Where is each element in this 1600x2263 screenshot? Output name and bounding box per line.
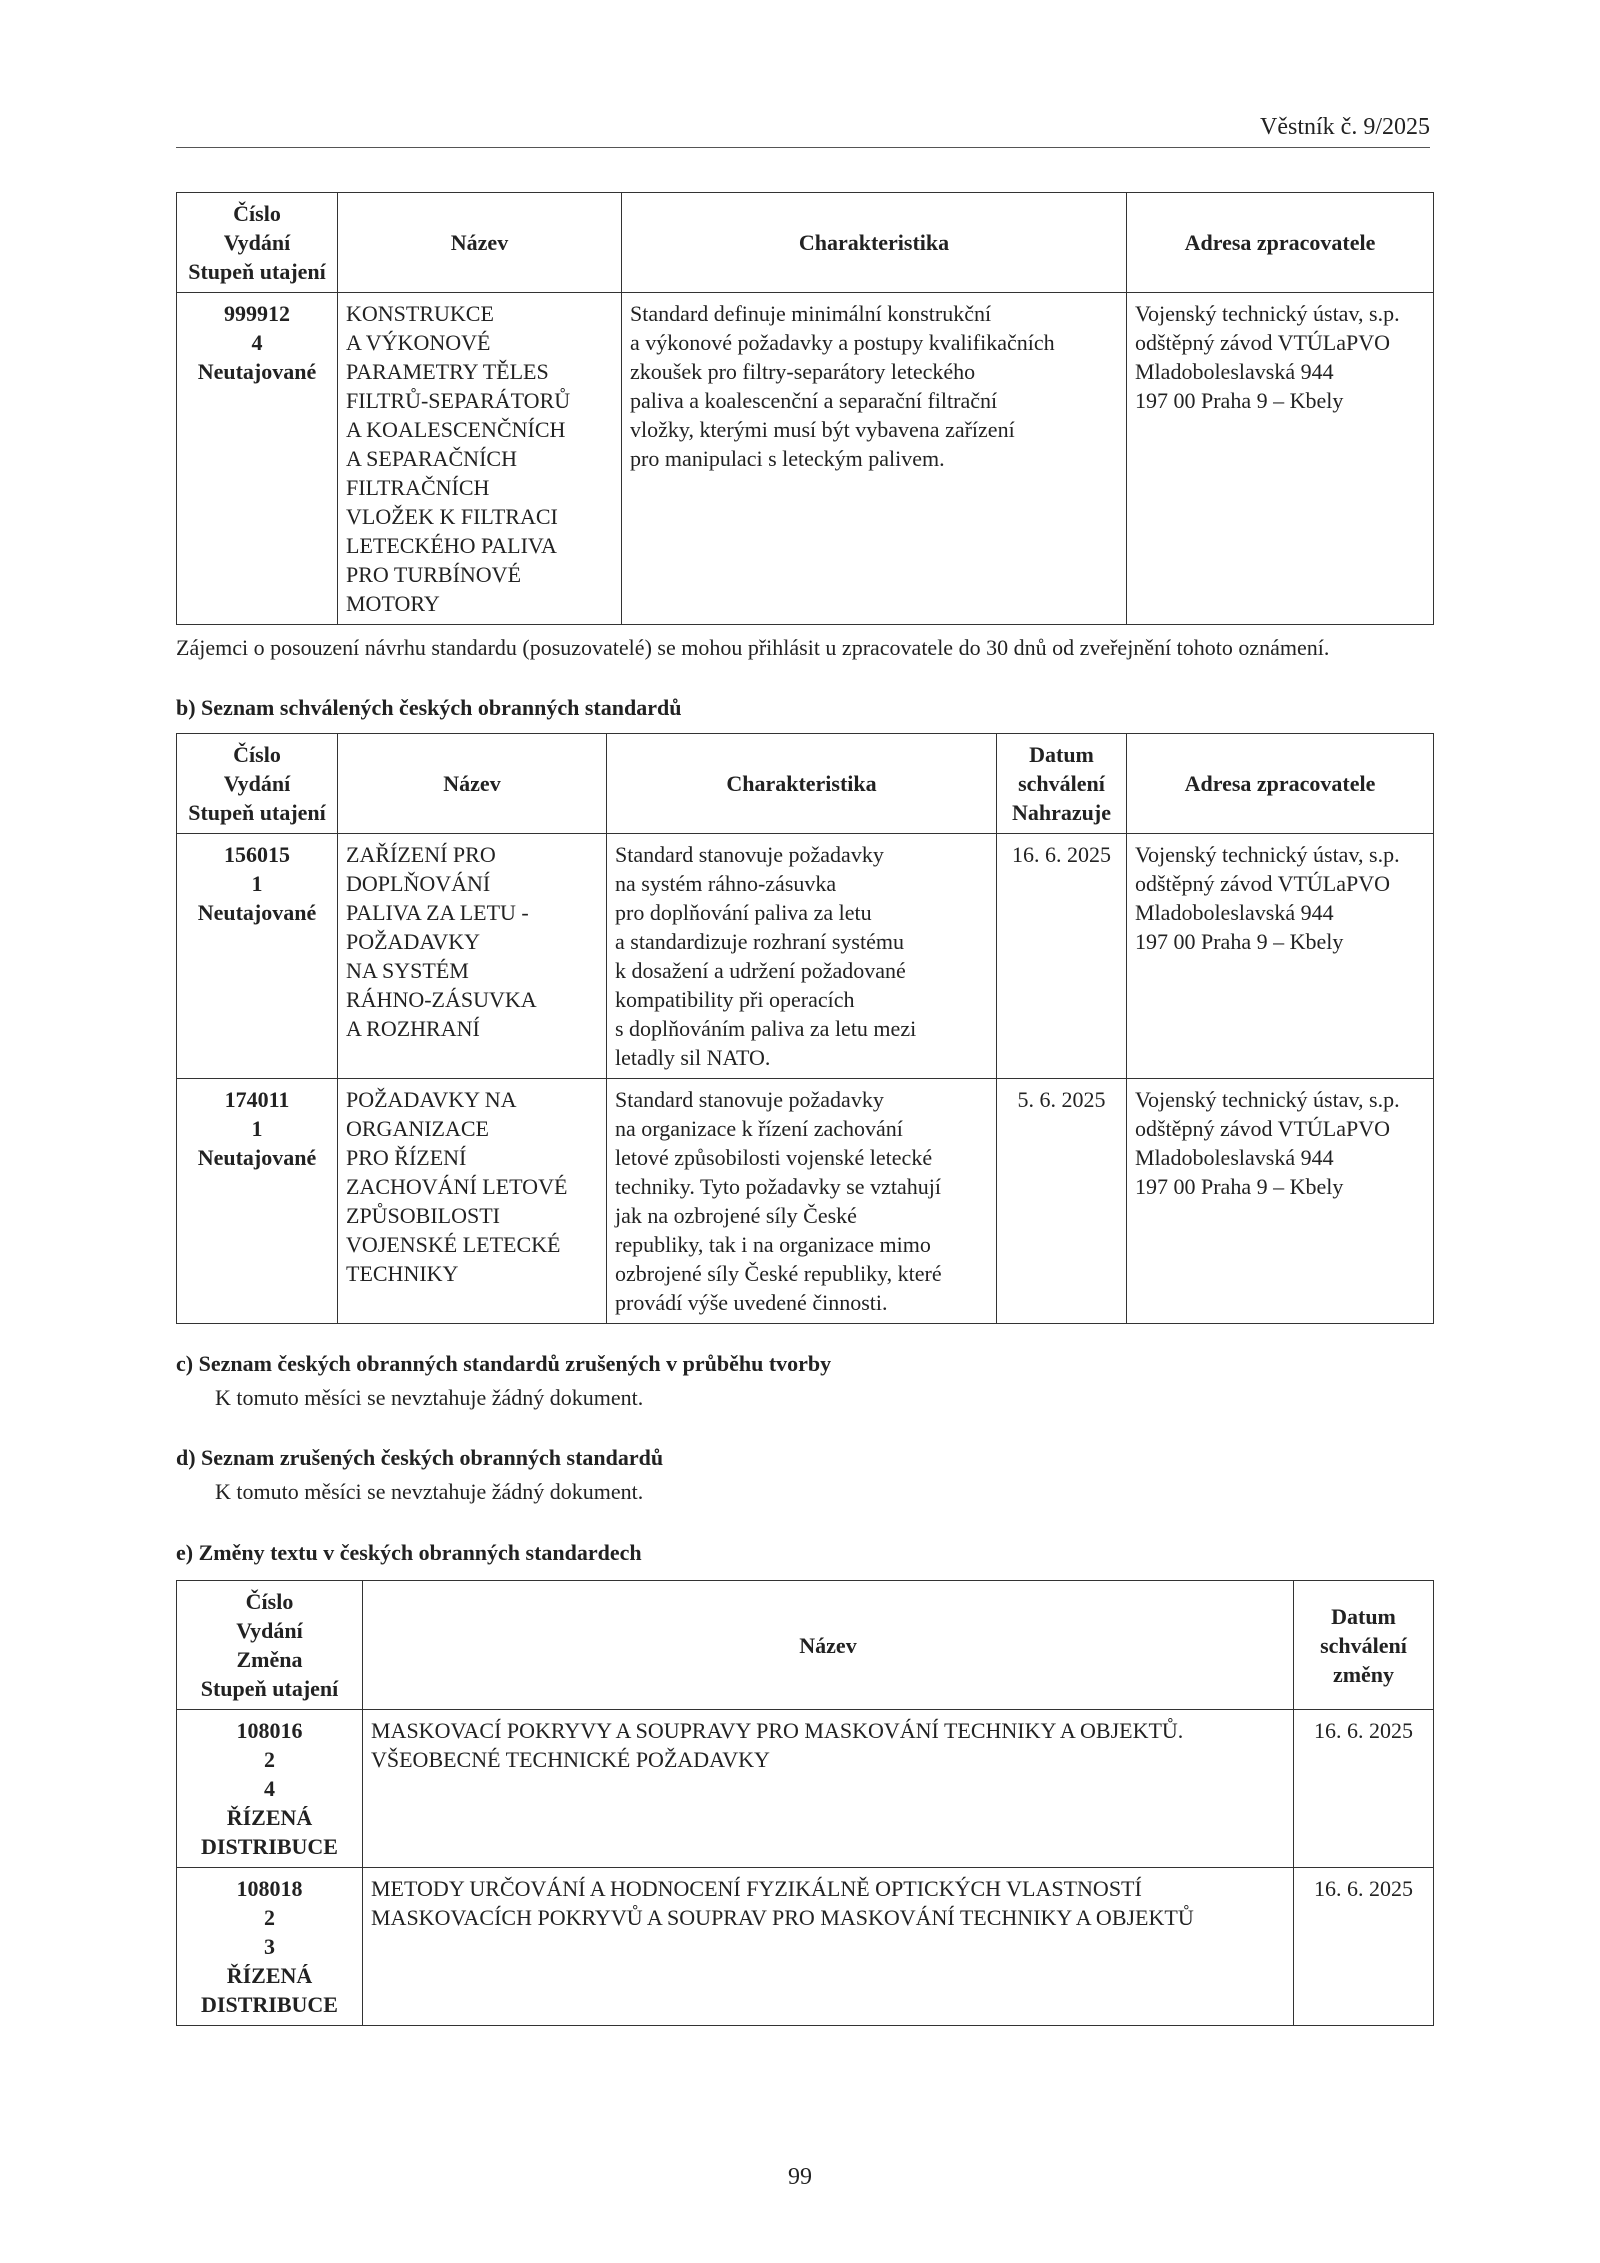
classification: ŘÍZENÁ (226, 1963, 313, 1988)
change-number: 4 (264, 1776, 275, 1801)
col-header-change-date (1294, 1581, 1434, 1710)
standard-name-cell (338, 1079, 607, 1324)
characteristic-line: provádí výše uvedené činnosti. (615, 1290, 888, 1315)
header-line: Stupeň utajení (188, 800, 326, 825)
standard-id-cell (177, 1710, 363, 1868)
address-line: Mladoboleslavská 944 (1135, 900, 1334, 925)
characteristic-line: k dosažení a udržení požadované (615, 958, 906, 983)
characteristic-line: letadly sil NATO. (615, 1045, 771, 1070)
name-line: A ROZHRANÍ (346, 1016, 480, 1041)
characteristic-line: s doplňováním paliva za letu mezi (615, 1016, 917, 1041)
header-rule (176, 147, 1430, 148)
name-line: A VÝKONOVÉ (346, 330, 491, 355)
col-header-id (177, 1581, 363, 1710)
characteristic-cell (622, 293, 1127, 625)
journal-title: Věstník č. 9/2025 (1260, 114, 1430, 140)
section-c-heading: c) Seznam českých obranných standardů zrušených v průběhu tvorby (176, 1351, 832, 1376)
classification: ŘÍZENÁ (226, 1805, 313, 1830)
standard-name-cell (363, 1868, 1294, 2026)
standard-edition: 2 (264, 1905, 275, 1930)
characteristic-line: pro doplňování paliva za letu (615, 900, 872, 925)
name-line: MOTORY (346, 591, 440, 616)
standard-id-cell (177, 293, 338, 625)
section-d-heading: d) Seznam zrušených českých obranných standardů (176, 1445, 664, 1470)
name-line: PARAMETRY TĚLES (346, 359, 549, 384)
characteristic-line: paliva a koalescenční a separační filtrační (630, 388, 998, 413)
address-line: 197 00 Praha 9 – Kbely (1135, 1174, 1344, 1199)
table-row (177, 1710, 1434, 1868)
table-header-row (177, 193, 1434, 293)
name-line: FILTRAČNÍCH (346, 475, 490, 500)
characteristic-cell (607, 834, 997, 1079)
change-date-cell: 16. 6. 2025 (1294, 1868, 1434, 2026)
col-header-address: Adresa zpracovatele (1127, 193, 1434, 293)
header-line: Datum (1029, 742, 1094, 767)
table-row (177, 293, 1434, 625)
standard-edition: 4 (251, 330, 263, 355)
address-line: odštěpný závod VTÚLaPVO (1135, 871, 1390, 896)
address-line: Mladoboleslavská 944 (1135, 359, 1334, 384)
characteristic-line: Standard definuje minimální konstrukční (630, 301, 992, 326)
characteristic-line: kompatibility při operacích (615, 987, 855, 1012)
name-line: A SEPARAČNÍCH (346, 446, 517, 471)
classification: Neutajované (197, 359, 317, 384)
standard-changes-table (176, 1580, 1434, 2026)
name-line: KONSTRUKCE (346, 301, 494, 326)
name-line: METODY URČOVÁNÍ A HODNOCENÍ FYZIKÁLNĚ OPTICKÝCH VLASTNOSTÍ (371, 1876, 1142, 1901)
name-line: ZAŘÍZENÍ PRO (346, 842, 496, 867)
name-line: ZPŮSOBILOSTI (346, 1203, 501, 1228)
standard-edition: 1 (251, 1116, 263, 1141)
header-line: schválení (1018, 771, 1105, 796)
characteristic-cell (607, 1079, 997, 1324)
characteristic-line: na systém ráhno-zásuvka (615, 871, 837, 896)
standard-edition: 2 (264, 1747, 275, 1772)
standard-number: 108018 (236, 1876, 303, 1901)
standard-name-cell (338, 834, 607, 1079)
name-line: ZACHOVÁNÍ LETOVÉ (346, 1174, 568, 1199)
address-line: Vojenský technický ústav, s.p. (1135, 301, 1400, 326)
address-cell (1127, 293, 1434, 625)
draft-standards-table (176, 192, 1434, 625)
classification: DISTRIBUCE (201, 1992, 338, 2017)
characteristic-line: a výkonové požadavky a postupy kvalifikačních (630, 330, 1055, 355)
header-line: Číslo (233, 201, 281, 226)
section-d-text: K tomuto měsíci se nevztahuje žádný dokument. (215, 1479, 644, 1504)
standard-id-cell (177, 834, 338, 1079)
characteristic-line: na organizace k řízení zachování (615, 1116, 903, 1141)
table-header-row (177, 1581, 1434, 1710)
table-header-row (177, 734, 1434, 834)
name-line: FILTRŮ-SEPARÁTORŮ (346, 388, 571, 413)
header-line: Vydání (223, 230, 291, 255)
standard-id-cell (177, 1079, 338, 1324)
standard-name-cell (338, 293, 622, 625)
header-line: schválení (1320, 1632, 1407, 1658)
characteristic-line: ozbrojené síly České republiky, které (615, 1261, 942, 1286)
name-line: POŽADAVKY NA (346, 1087, 517, 1112)
characteristic-line: zkoušek pro filtry-separátory leteckého (630, 359, 976, 384)
standard-id-cell (177, 1868, 363, 2026)
col-header-name: Název (338, 193, 622, 293)
characteristic-line: pro manipulaci s leteckým palivem. (630, 446, 945, 471)
name-line: MASKOVACÍ POKRYVY A SOUPRAVY PRO MASKOVÁNÍ TECHNIKY A OBJEKTŮ. (371, 1718, 1184, 1743)
header-line: Vydání (236, 1618, 303, 1643)
section-c-text: K tomuto měsíci se nevztahuje žádný dokument. (215, 1385, 644, 1410)
name-line: A KOALESCENČNÍCH (346, 417, 566, 442)
name-line: VŠEOBECNÉ TECHNICKÉ POŽADAVKY (371, 1747, 770, 1772)
standard-number: 174011 (224, 1087, 290, 1112)
col-header-name: Název (338, 734, 607, 834)
address-line: Vojenský technický ústav, s.p. (1135, 842, 1400, 867)
col-header-characteristic: Charakteristika (622, 193, 1127, 293)
name-line: VOJENSKÉ LETECKÉ (346, 1232, 561, 1257)
name-line: PALIVA ZA LETU - (346, 900, 529, 925)
col-header-id (177, 193, 338, 293)
characteristic-line: techniky. Tyto požadavky se vztahují (615, 1174, 941, 1199)
characteristic-line: Standard stanovuje požadavky (615, 1087, 884, 1112)
table-row (177, 1868, 1434, 2026)
col-header-date (997, 734, 1127, 834)
classification: Neutajované (197, 900, 317, 925)
characteristic-line: a standardizuje rozhraní systému (615, 929, 904, 954)
header-line: Nahrazuje (1012, 800, 1111, 825)
name-line: PRO TURBÍNOVÉ (346, 562, 522, 587)
table-row (177, 1079, 1434, 1324)
table-row (177, 834, 1434, 1079)
name-line: POŽADAVKY (346, 929, 481, 954)
name-line: PRO ŘÍZENÍ (346, 1145, 467, 1170)
header-line: změny (1332, 1661, 1395, 1687)
header-line: Vydání (223, 771, 291, 796)
name-line: LETECKÉHO PALIVA (346, 533, 557, 558)
header-line: Číslo (233, 742, 281, 767)
change-date-cell: 16. 6. 2025 (1294, 1710, 1434, 1868)
address-line: 197 00 Praha 9 – Kbely (1135, 388, 1344, 413)
name-line: RÁHNO-ZÁSUVKA (346, 987, 537, 1012)
address-line: Mladoboleslavská 944 (1135, 1145, 1334, 1170)
col-header-name: Název (363, 1581, 1294, 1710)
characteristic-line: jak na ozbrojené síly České (615, 1203, 857, 1228)
classification: Neutajované (197, 1145, 317, 1170)
address-line: 197 00 Praha 9 – Kbely (1135, 929, 1344, 954)
approved-standards-table (176, 733, 1434, 1324)
characteristic-line: letové způsobilosti vojenské letecké (615, 1145, 933, 1170)
address-line: odštěpný závod VTÚLaPVO (1135, 1116, 1390, 1141)
approval-date-cell: 16. 6. 2025 (997, 834, 1127, 1079)
header-line: Stupeň utajení (188, 259, 326, 284)
header-line: Datum (1331, 1603, 1396, 1629)
characteristic-line: Standard stanovuje požadavky (615, 842, 884, 867)
name-line: ORGANIZACE (346, 1116, 489, 1141)
section-b-heading: b) Seznam schválených českých obranných standardů (176, 695, 682, 720)
name-line: DOPLŇOVÁNÍ (346, 871, 491, 896)
col-header-address: Adresa zpracovatele (1127, 734, 1434, 834)
standard-number: 156015 (224, 842, 290, 867)
standard-number: 108016 (236, 1718, 303, 1743)
characteristic-line: republiky, tak i na organizace mimo (615, 1232, 931, 1257)
header-line: Stupeň utajení (200, 1676, 339, 1701)
col-header-id (177, 734, 338, 834)
standard-edition: 1 (251, 871, 263, 896)
address-line: Vojenský technický ústav, s.p. (1135, 1087, 1400, 1112)
section-e-heading: e) Změny textu v českých obranných standardech (176, 1540, 642, 1565)
header-line: Změna (236, 1647, 303, 1672)
reviewer-note: Zájemci o posouzení návrhu standardu (posuzovatelé) se mohou přihlásit u zpracovatele do 30 dnů od zveřejnění tohoto oznámení. (176, 635, 1330, 660)
header-line: Číslo (245, 1589, 294, 1614)
name-line: TECHNIKY (346, 1261, 459, 1286)
classification: DISTRIBUCE (201, 1834, 338, 1859)
address-cell (1127, 834, 1434, 1079)
name-line: NA SYSTÉM (346, 958, 469, 983)
standard-number: 999912 (224, 301, 290, 326)
page-number: 99 (788, 2164, 812, 2190)
characteristic-line: vložky, kterými musí být vybavena zařízení (630, 417, 1015, 442)
name-line: MASKOVACÍCH POKRYVŮ A SOUPRAV PRO MASKOVÁNÍ TECHNIKY A OBJEKTŮ (371, 1905, 1194, 1930)
col-header-characteristic: Charakteristika (607, 734, 997, 834)
name-line: VLOŽEK K FILTRACI (346, 504, 558, 529)
change-number: 3 (264, 1934, 275, 1959)
address-line: odštěpný závod VTÚLaPVO (1135, 330, 1390, 355)
standard-name-cell (363, 1710, 1294, 1868)
address-cell (1127, 1079, 1434, 1324)
approval-date-cell: 5. 6. 2025 (997, 1079, 1127, 1324)
